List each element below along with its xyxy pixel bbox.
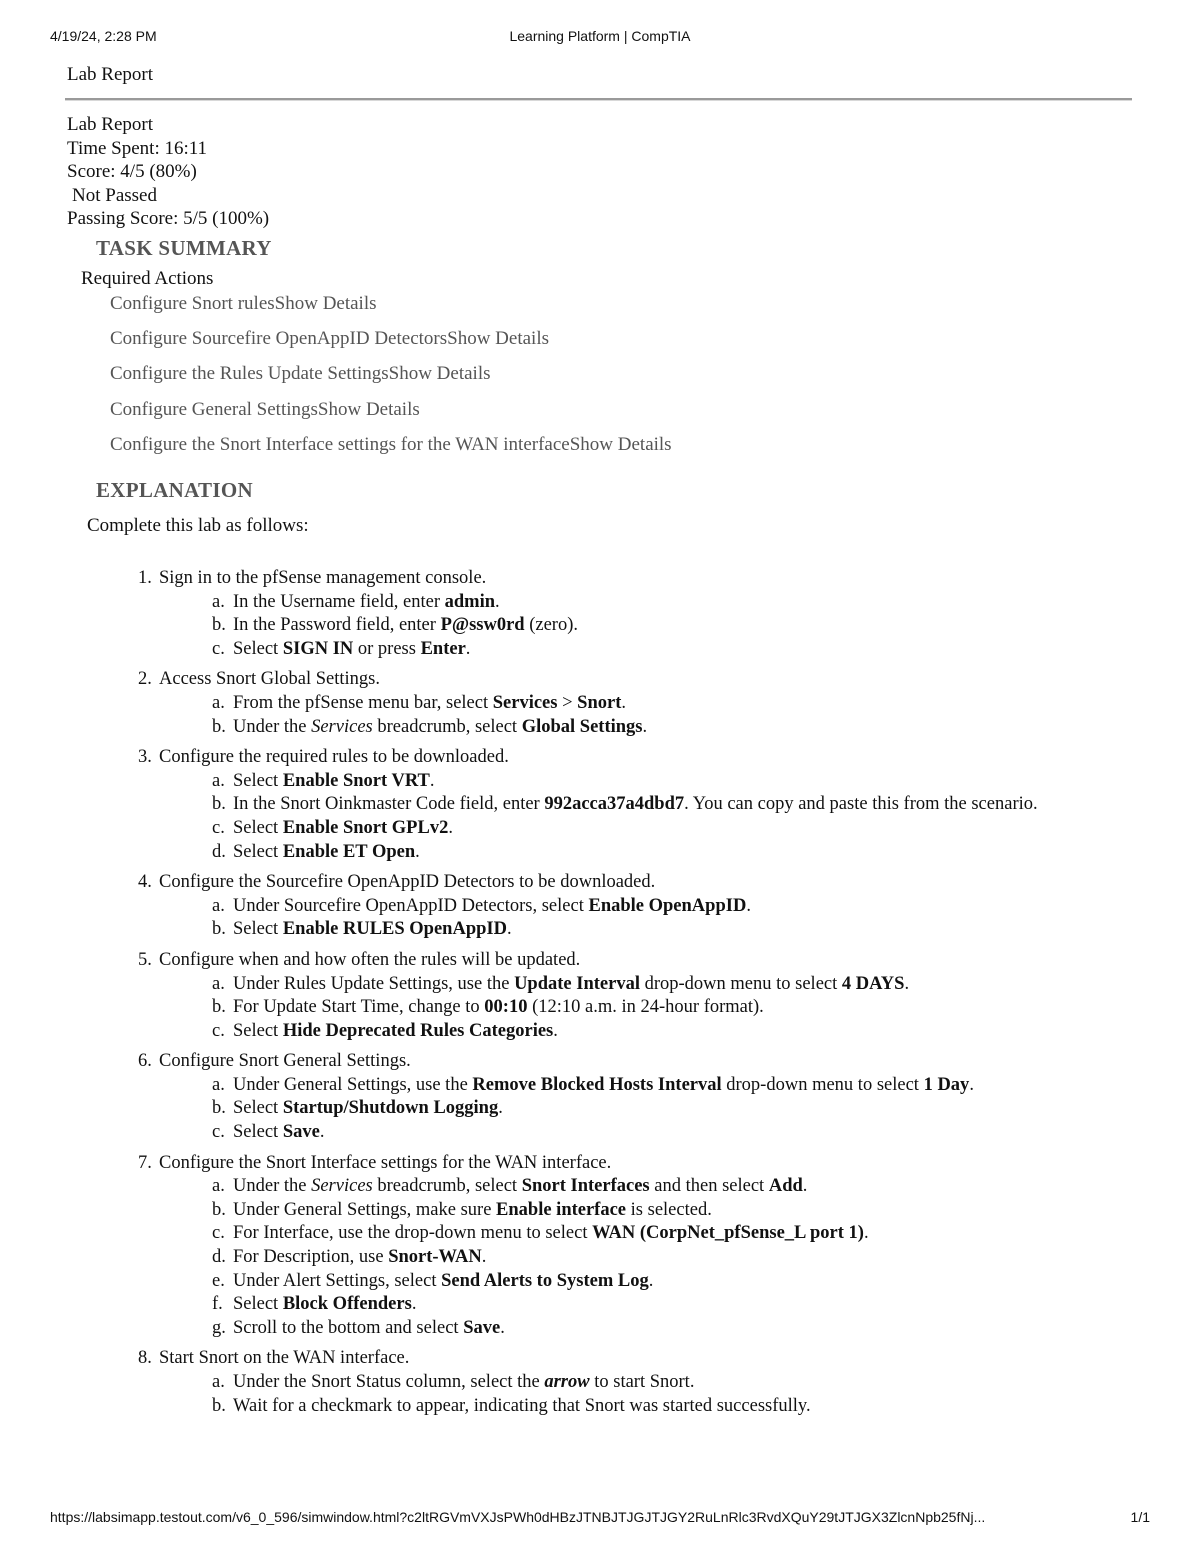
text-segment: . xyxy=(415,841,420,862)
emphasis-text: Enable OpenAppID xyxy=(588,895,747,916)
text-segment: Under General Settings, make sure xyxy=(233,1199,497,1220)
step-text: Access Snort Global Settings. xyxy=(159,669,380,690)
sub-step-text xyxy=(212,1074,1068,1098)
pass-status: Not Passed xyxy=(72,184,157,206)
report-heading: Lab Report xyxy=(67,114,154,135)
page-url: https://labsimapp.testout.com/v6_0_596/simwindow.html?c2ltRGVmVXJsPWh0dHBzJTNBJTJGJTJGY2RuLnRlc3RvdXQuY29tJTJGX3ZlcnNpb25fNj... xyxy=(50,1509,986,1525)
sub-step-text xyxy=(212,692,1068,716)
sub-step xyxy=(138,1293,1068,1317)
step-heading xyxy=(138,871,1068,895)
text-segment: > xyxy=(557,692,578,713)
emphasis-text: Startup/Shutdown Logging xyxy=(282,1098,499,1119)
text-segment: Scroll to the bottom and select xyxy=(233,1317,464,1338)
sub-step xyxy=(138,716,1068,740)
text-segment: or press xyxy=(353,638,421,659)
sub-step-letter: g. xyxy=(212,1317,226,1338)
sub-step xyxy=(138,793,1068,817)
show-details-link[interactable]: Show Details xyxy=(569,433,672,455)
text-segment: Select xyxy=(233,770,283,791)
emphasis-text: WAN (CorpNet_pfSense_L port 1) xyxy=(592,1223,864,1244)
instruction-step xyxy=(138,746,1068,864)
sub-step-text xyxy=(212,841,1068,865)
step-number: 3. xyxy=(138,747,152,768)
text-segment: breadcrumb, select xyxy=(372,1176,522,1197)
text-segment: to start Snort. xyxy=(589,1372,695,1392)
title-divider xyxy=(65,98,1132,101)
text-segment: . xyxy=(500,1317,505,1338)
sub-step-text xyxy=(212,770,1068,794)
sub-step-text xyxy=(212,614,1068,638)
text-segment: . xyxy=(746,895,751,916)
step-heading xyxy=(138,567,1068,591)
text-segment: . xyxy=(621,692,626,713)
sub-step-text xyxy=(212,1317,1068,1341)
emphasis-text: 4 DAYS xyxy=(841,973,905,994)
sub-step-text xyxy=(212,895,1068,919)
emphasis-text: Enter xyxy=(420,638,466,659)
action-item xyxy=(110,398,672,433)
text-segment: . xyxy=(969,1074,974,1095)
emphasis-text: Send Alerts to System Log xyxy=(441,1270,649,1291)
explanation-intro: Complete this lab as follows: xyxy=(87,515,309,536)
text-segment: Select xyxy=(233,919,283,940)
text-segment: . xyxy=(802,1176,808,1197)
emphasis-text: Enable interface xyxy=(496,1199,627,1220)
text-segment: . xyxy=(481,1247,487,1268)
step-text: Start Snort on the WAN interface. xyxy=(159,1348,410,1369)
step-number: 1. xyxy=(138,568,152,588)
emphasis-text: Enable Snort GPLv2 xyxy=(282,817,449,838)
sub-step xyxy=(138,614,1068,638)
sub-step xyxy=(138,817,1068,841)
task-summary-heading: TASK SUMMARY xyxy=(96,236,272,260)
text-segment: In the Password field, enter xyxy=(233,615,441,636)
sub-step-text xyxy=(212,918,1068,942)
step-number: 7. xyxy=(138,1152,152,1173)
emphasis-text: Enable ET Open xyxy=(282,841,416,862)
sub-step-letter: b. xyxy=(212,1395,226,1416)
sub-step xyxy=(138,1074,1068,1098)
sub-step xyxy=(138,1270,1068,1294)
sub-step-letter: a. xyxy=(212,895,225,916)
sub-step-text xyxy=(212,591,1068,615)
text-segment: Select xyxy=(233,1294,283,1315)
sub-step xyxy=(138,1121,1068,1145)
emphasis-text: Update Interval xyxy=(514,973,640,994)
emphasis-text: arrow xyxy=(544,1372,590,1392)
text-segment: . xyxy=(642,716,648,737)
sub-step xyxy=(138,1175,1068,1199)
text-segment: Under Alert Settings, select xyxy=(233,1270,442,1291)
text-segment: For Description, use xyxy=(233,1247,389,1268)
sub-step xyxy=(138,1317,1068,1341)
emphasis-text: admin xyxy=(444,591,496,612)
emphasis-text: Enable RULES OpenAppID xyxy=(282,919,507,940)
sub-step-text xyxy=(212,638,1068,662)
step-text: Configure the Snort Interface settings for the WAN interface. xyxy=(159,1152,612,1173)
action-item xyxy=(110,292,672,327)
sub-step-letter: c. xyxy=(212,1223,225,1244)
step-text: Sign in to the pfSense management console. xyxy=(159,568,487,588)
explanation-heading: EXPLANATION xyxy=(96,478,253,502)
show-details-link[interactable]: Show Details xyxy=(317,398,420,420)
text-segment: . xyxy=(495,591,500,612)
emphasis-text: Snort-WAN xyxy=(388,1247,482,1268)
sub-step xyxy=(138,1222,1068,1246)
text-segment: . xyxy=(319,1122,325,1143)
text-segment: Under Rules Update Settings, use the xyxy=(233,973,515,994)
text-segment: . xyxy=(465,638,471,659)
print-date: 4/19/24, 2:28 PM xyxy=(50,28,157,44)
text-segment: Under General Settings, use the xyxy=(233,1074,473,1095)
step-text: Configure the required rules to be downloaded. xyxy=(159,747,509,768)
text-segment: Select xyxy=(233,638,283,659)
sub-step xyxy=(138,591,1068,615)
step-text: Configure when and how often the rules will be updated. xyxy=(159,949,581,970)
document-title: Lab Report xyxy=(67,64,154,85)
emphasis-text: Save xyxy=(463,1317,501,1338)
text-segment: Services xyxy=(311,1176,373,1197)
instruction-step xyxy=(138,871,1068,942)
text-segment: Select xyxy=(233,1098,283,1119)
sub-step-text xyxy=(212,996,1068,1020)
text-segment: Select xyxy=(233,817,283,838)
show-details-link[interactable]: Show Details xyxy=(447,328,549,350)
instruction-step xyxy=(138,1347,1068,1418)
emphasis-text: 992acca37a4dbd7 xyxy=(544,794,685,815)
sub-step-letter: b. xyxy=(212,1098,226,1119)
sub-step-text xyxy=(212,1371,1068,1395)
sub-step-letter: c. xyxy=(212,1020,225,1041)
sub-step-text xyxy=(212,1395,1068,1419)
emphasis-text: Snort Interfaces xyxy=(521,1176,650,1197)
action-label: Configure the Rules Update Settings xyxy=(110,363,389,385)
sub-step-letter: a. xyxy=(212,692,225,713)
text-segment: Select xyxy=(233,841,283,862)
instruction-step xyxy=(138,567,1068,661)
step-heading xyxy=(138,668,1068,692)
text-segment: Under the Snort Status column, select the xyxy=(233,1372,545,1392)
required-actions-label: Required Actions xyxy=(81,268,214,289)
text-segment: breadcrumb, select xyxy=(372,716,522,737)
sub-step-letter: a. xyxy=(212,1074,225,1095)
time-spent: Time Spent: 16:11 xyxy=(67,137,208,159)
sub-step-letter: b. xyxy=(212,794,226,815)
sub-step-letter: a. xyxy=(212,770,225,791)
sub-step-letter: b. xyxy=(212,716,226,737)
sub-step-letter: a. xyxy=(212,1176,225,1197)
step-number: 2. xyxy=(138,669,152,690)
emphasis-text: Global Settings xyxy=(521,716,643,737)
text-segment: . xyxy=(553,1020,558,1041)
sub-step-letter: c. xyxy=(212,817,225,838)
text-segment: . xyxy=(448,817,453,838)
sub-step-letter: a. xyxy=(212,1372,225,1392)
text-segment: . xyxy=(429,770,435,791)
text-segment: (zero). xyxy=(524,615,578,636)
text-segment: (12:10 a.m. in 24-hour format). xyxy=(527,997,764,1018)
sub-step-text xyxy=(212,1199,1068,1223)
text-segment: Under Sourcefire OpenAppID Detectors, select xyxy=(233,895,589,916)
text-segment: drop-down menu to select xyxy=(639,973,842,994)
text-segment: and then select xyxy=(649,1176,769,1197)
step-number: 6. xyxy=(138,1051,152,1072)
sub-step xyxy=(138,1020,1068,1044)
sub-step xyxy=(138,1246,1068,1270)
sub-step xyxy=(138,895,1068,919)
sub-step xyxy=(138,638,1068,662)
sub-step-letter: d. xyxy=(212,1247,226,1268)
step-text: Configure the Sourcefire OpenAppID Detectors to be downloaded. xyxy=(159,872,656,893)
sub-step-text xyxy=(212,817,1068,841)
sub-step xyxy=(138,918,1068,942)
sub-step-letter: f. xyxy=(212,1294,223,1315)
sub-step xyxy=(138,973,1068,997)
sub-step-letter: b. xyxy=(212,615,226,636)
step-number: 5. xyxy=(138,949,152,970)
text-segment: From the pfSense menu bar, select xyxy=(233,692,493,713)
page-number: 1/1 xyxy=(1130,1509,1150,1525)
instruction-step xyxy=(138,668,1068,739)
score: Score: 4/5 (80%) xyxy=(67,161,197,182)
sub-step-letter: c. xyxy=(212,1122,225,1143)
sub-step-text xyxy=(212,973,1068,997)
text-segment: . xyxy=(506,919,512,940)
step-heading xyxy=(138,746,1068,770)
emphasis-text: P@ssw0rd xyxy=(440,615,525,636)
action-label: Configure Snort rules xyxy=(110,293,275,314)
sub-step-text xyxy=(212,1097,1068,1121)
sub-step-letter: a. xyxy=(212,591,225,612)
step-text: Configure Snort General Settings. xyxy=(159,1051,411,1072)
text-segment: Under the xyxy=(233,1176,312,1197)
emphasis-text: Snort xyxy=(577,692,622,713)
text-segment: Services xyxy=(311,716,373,737)
text-segment: Under the xyxy=(233,716,312,737)
sub-step-letter: a. xyxy=(212,973,225,994)
emphasis-text: SIGN IN xyxy=(282,638,354,659)
emphasis-text: Add xyxy=(768,1176,803,1197)
step-heading xyxy=(138,1050,1068,1074)
sub-step xyxy=(138,1199,1068,1223)
action-label: Configure the Snort Interface settings for the WAN interface xyxy=(110,433,570,455)
emphasis-text: Services xyxy=(492,692,558,713)
sub-step-text xyxy=(212,1222,1068,1246)
text-segment: In the Snort Oinkmaster Code field, enter xyxy=(233,794,545,815)
text-segment: Wait for a checkmark to appear, indicating that Snort was started successfully. xyxy=(233,1395,811,1416)
action-item xyxy=(110,433,672,468)
step-number: 4. xyxy=(138,872,152,893)
emphasis-text: 1 Day xyxy=(923,1074,970,1095)
sub-step-text xyxy=(212,793,1068,817)
text-segment: In the Username field, enter xyxy=(233,591,445,612)
text-segment: Select xyxy=(233,1122,283,1143)
step-heading xyxy=(138,949,1068,973)
text-segment: . xyxy=(648,1270,654,1291)
instruction-steps xyxy=(138,567,1068,1425)
instruction-step xyxy=(138,1152,1068,1341)
sub-step xyxy=(138,692,1068,716)
sub-step-letter: b. xyxy=(212,997,226,1018)
text-segment: drop-down menu to select xyxy=(721,1074,924,1095)
sub-step xyxy=(138,1395,1068,1419)
text-segment: For Interface, use the drop-down menu to select xyxy=(233,1223,593,1244)
passing-score: Passing Score: 5/5 (100%) xyxy=(67,208,270,229)
print-page-title: Learning Platform | CompTIA xyxy=(509,28,691,44)
action-item xyxy=(110,362,672,397)
action-label: Configure Sourcefire OpenAppID Detectors xyxy=(110,328,448,350)
emphasis-text: Block Offenders xyxy=(282,1294,412,1315)
sub-step-letter: c. xyxy=(212,638,225,659)
step-number: 8. xyxy=(138,1348,152,1369)
report-summary xyxy=(67,113,269,231)
step-heading xyxy=(138,1347,1068,1371)
sub-step xyxy=(138,770,1068,794)
sub-step-text xyxy=(212,1175,1068,1199)
sub-step-text xyxy=(212,716,1068,740)
step-heading xyxy=(138,1152,1068,1176)
sub-step-letter: e. xyxy=(212,1270,225,1291)
sub-step-text xyxy=(212,1270,1068,1294)
text-segment: Select xyxy=(233,1020,283,1041)
text-segment: . You can copy and paste this from the scenario. xyxy=(684,794,1038,815)
emphasis-text: Enable Snort VRT xyxy=(282,770,430,791)
action-item xyxy=(110,327,672,362)
sub-step xyxy=(138,1371,1068,1395)
sub-step-letter: d. xyxy=(212,841,226,862)
sub-step xyxy=(138,841,1068,865)
text-segment: . xyxy=(498,1098,503,1119)
emphasis-text: Save xyxy=(282,1122,320,1143)
sub-step xyxy=(138,1097,1068,1121)
sub-step-letter: b. xyxy=(212,919,226,940)
text-segment: . xyxy=(411,1294,417,1315)
sub-step-text xyxy=(212,1020,1068,1044)
text-segment: is selected. xyxy=(626,1199,712,1220)
emphasis-text: Hide Deprecated Rules Categories xyxy=(282,1020,554,1041)
sub-step-text xyxy=(212,1293,1068,1317)
text-segment: . xyxy=(863,1223,869,1244)
show-details-link[interactable]: Show Details xyxy=(274,293,377,314)
sub-step-text xyxy=(212,1121,1068,1145)
sub-step-letter: b. xyxy=(212,1199,226,1220)
instruction-step xyxy=(138,1050,1068,1144)
sub-step-text xyxy=(212,1246,1068,1270)
instruction-step xyxy=(138,949,1068,1043)
sub-step xyxy=(138,996,1068,1020)
emphasis-text: Remove Blocked Hosts Interval xyxy=(472,1074,722,1095)
action-label: Configure General Settings xyxy=(110,398,318,420)
emphasis-text: 00:10 xyxy=(484,997,528,1018)
show-details-link[interactable]: Show Details xyxy=(388,363,491,385)
required-actions-list xyxy=(110,292,672,468)
text-segment: . xyxy=(904,973,910,994)
text-segment: For Update Start Time, change to xyxy=(233,997,485,1018)
